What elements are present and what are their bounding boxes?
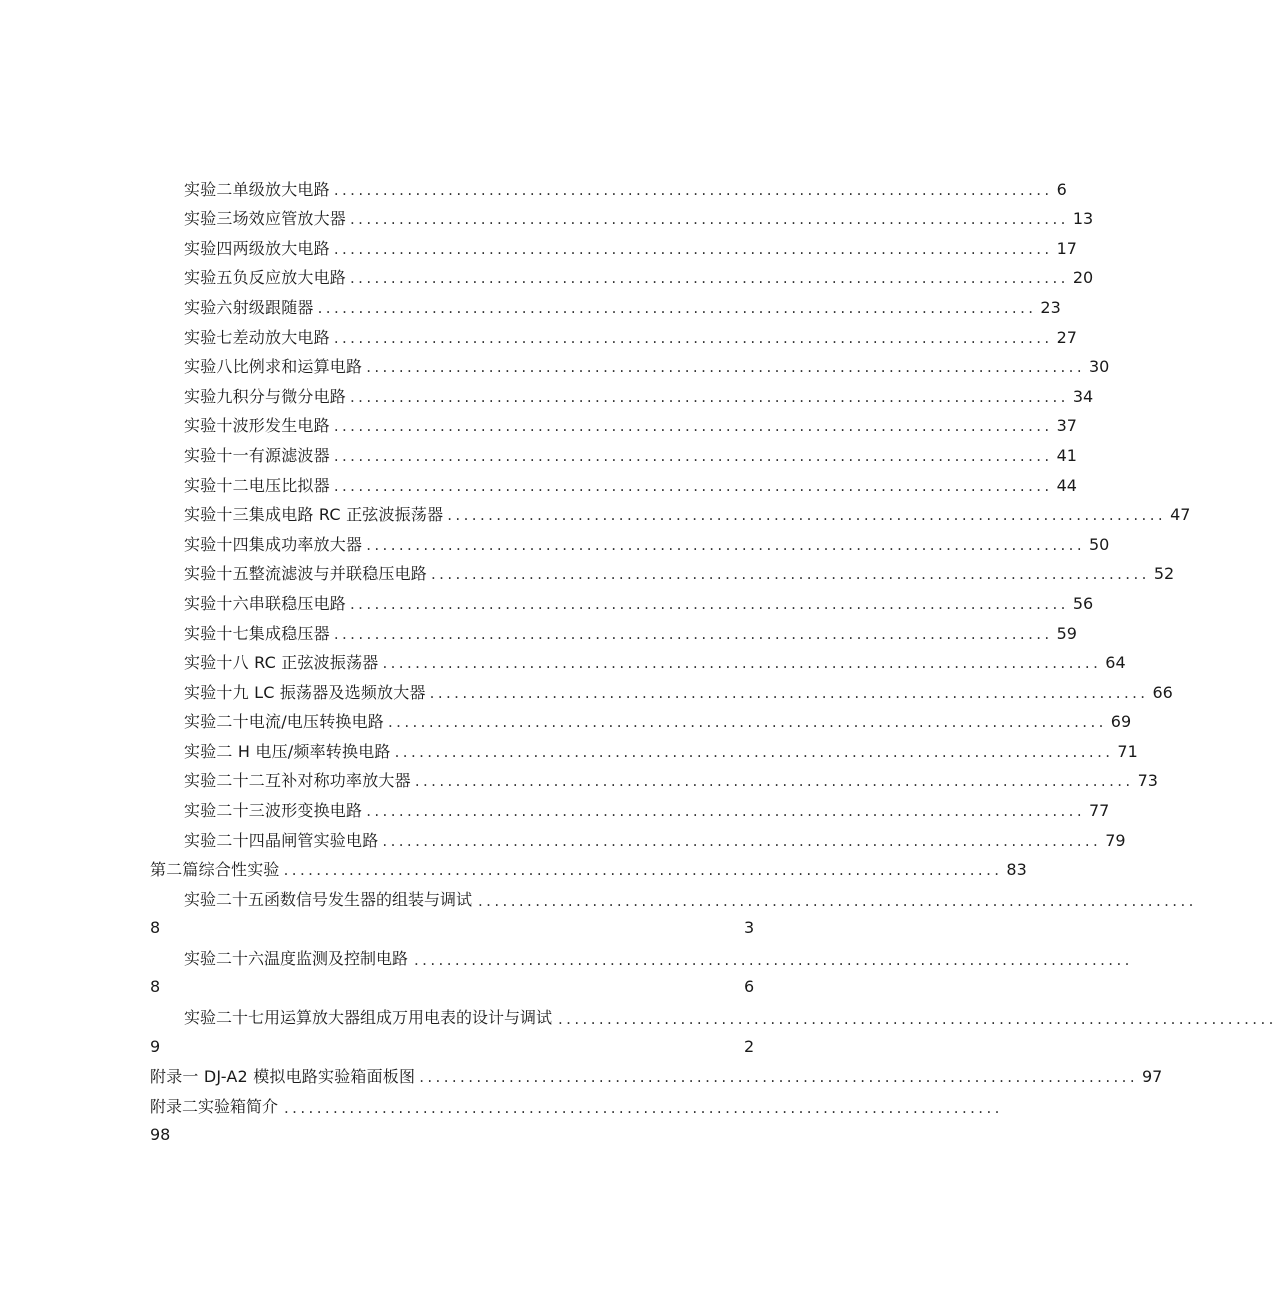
toc-entry[interactable]: [0, 762, 1158, 792]
toc-entry-title: 实验四两级放大电路: [184, 238, 330, 258]
dot-leader: ........................................................................................: [429, 683, 1149, 702]
toc-entry[interactable]: [0, 673, 1173, 703]
toc-entry[interactable]: [0, 407, 1077, 437]
dot-leader: ........................................................................................: [333, 328, 1053, 347]
toc-entry-wrapped[interactable]: [0, 999, 1277, 1058]
toc-entry-title: 实验五负反应放大电路: [184, 268, 347, 288]
toc-appendix-title: 附录二实验箱简介: [150, 1097, 279, 1116]
toc-entry-title: 实验十七集成稳压器: [184, 623, 330, 643]
toc-entry[interactable]: [0, 555, 1175, 585]
toc-entry-title: 实验二单级放大电路: [184, 179, 330, 199]
toc-entry-page: 47: [1170, 505, 1191, 525]
dot-leader: ........................................................................................: [333, 476, 1053, 495]
dot-leader: ........................................................................................: [366, 535, 1085, 554]
toc-entry-page: 79: [1105, 830, 1126, 850]
toc-entry-page: 6: [1056, 179, 1067, 199]
toc-appendix-entry[interactable]: [0, 1058, 1163, 1088]
toc-entry-page: 50: [1089, 534, 1110, 554]
dot-leader: ........................................................................................: [333, 239, 1053, 258]
dot-leader: ........................................................................................: [394, 742, 1114, 761]
toc-entry-page: 64: [1105, 653, 1126, 673]
toc-appendix-entry-wrapped[interactable]: [0, 1087, 1003, 1146]
toc-appendix-page: 98: [150, 1125, 171, 1145]
dot-leader: ........................................................................................: [366, 802, 1085, 821]
toc-entry[interactable]: [0, 791, 1110, 821]
dot-leader: ........................................................................................: [333, 417, 1053, 436]
toc-entry-title: 实验二十六温度监测及控制电路: [184, 949, 409, 969]
toc-entry-title: 实验二十电流/电压转换电路: [184, 712, 384, 732]
toc-entry-title: 实验二十四晶闸管实验电路: [184, 830, 379, 850]
toc-entry-page: 56: [1072, 593, 1094, 613]
toc-entry-title: 实验十二电压比拟器: [184, 475, 330, 495]
dot-leader: ........................................................................................: [366, 358, 1085, 377]
toc-entry-page: 20: [1072, 268, 1094, 288]
toc-entry[interactable]: [0, 525, 1110, 555]
dot-leader: ........................................................................................: [333, 446, 1053, 465]
dot-leader: ........................................................................................: [284, 1099, 1003, 1117]
toc-entry[interactable]: [0, 466, 1077, 496]
toc-entry-page: 23: [1040, 297, 1061, 317]
toc-entry-page-part: 8: [150, 977, 161, 997]
toc-entry-title: 实验二十三波形变换电路: [184, 801, 363, 821]
dot-leader: ........................................................................................: [388, 713, 1107, 732]
toc-entry-title: 实验二 H 电压/频率转换电路: [184, 741, 391, 761]
toc-appendix-page: 97: [1142, 1067, 1163, 1087]
toc-entry-title: 实验十四集成功率放大器: [184, 534, 363, 554]
toc-entry-title: 实验二十七用运算放大器组成万用电表的设计与调试: [184, 1008, 553, 1028]
dot-leader: ........................................................................................: [447, 506, 1167, 525]
toc-entry-page-part: 3: [744, 918, 755, 938]
toc-entry-page: 77: [1089, 801, 1110, 821]
toc-entry[interactable]: [0, 170, 1067, 200]
dot-leader: ........................................................................................: [382, 654, 1102, 673]
toc-part-entry[interactable]: [0, 851, 1027, 881]
dot-leader: ........................................................................................: [414, 951, 1133, 970]
dot-leader: ........................................................................................: [350, 594, 1069, 613]
toc-entry-page: 27: [1056, 327, 1077, 347]
toc-entry-wrapped[interactable]: [0, 880, 1197, 939]
toc-entry-page: 34: [1072, 386, 1094, 406]
toc-entry[interactable]: [0, 288, 1061, 318]
toc-entry[interactable]: [0, 229, 1077, 259]
dot-leader: ........................................................................................: [317, 298, 1037, 317]
toc-part-title: 第二篇综合性实验: [150, 860, 280, 880]
toc-entry-page: 59: [1056, 623, 1077, 643]
toc-entry[interactable]: [0, 821, 1126, 851]
toc-entry-page-part: 6: [744, 977, 755, 997]
toc-entry[interactable]: [0, 732, 1138, 762]
toc-entry-page: 41: [1056, 445, 1077, 465]
dot-leader: ........................................................................................: [283, 861, 1003, 880]
toc-entry-title: 实验十八 RC 正弦波振荡器: [184, 653, 379, 673]
toc-entry-page: 17: [1056, 238, 1077, 258]
toc-entry[interactable]: [0, 644, 1126, 674]
dot-leader: ........................................................................................: [333, 180, 1053, 199]
toc-entry-title: 实验二十五函数信号发生器的组装与调试: [184, 889, 473, 909]
toc-entry-wrapped[interactable]: [0, 939, 1133, 998]
toc-entry-page: 71: [1117, 741, 1138, 761]
dot-leader: ........................................................................................: [478, 891, 1197, 910]
toc-entry-page-part: 9: [150, 1036, 161, 1056]
toc-entry-title: 实验十九 LC 振荡器及选频放大器: [184, 682, 426, 702]
toc-entry-page: 30: [1089, 357, 1110, 377]
toc-entry-page: 69: [1110, 712, 1132, 732]
dot-leader: ........................................................................................: [382, 831, 1102, 850]
toc-appendix-title: 附录一 DJ-A2 模拟电路实验箱面板图: [150, 1067, 416, 1087]
dot-leader: ........................................................................................: [350, 269, 1069, 288]
toc-entry-title: 实验十三集成电路 RC 正弦波振荡器: [184, 505, 444, 525]
toc-entry[interactable]: [0, 584, 1094, 614]
dot-leader: ........................................................................................: [333, 624, 1053, 643]
toc-part-page: 83: [1006, 860, 1027, 880]
dot-leader: ........................................................................................: [350, 387, 1069, 406]
toc-entry-title: 实验七差动放大电路: [184, 327, 330, 347]
toc-entry-page: 44: [1056, 475, 1077, 495]
toc-entry[interactable]: [0, 496, 1191, 526]
toc-entry-page: 52: [1153, 564, 1175, 584]
dot-leader: ........................................................................................: [414, 772, 1134, 791]
table-of-contents: [0, 170, 1277, 1147]
dot-leader: ........................................................................................: [419, 1068, 1138, 1087]
toc-entry[interactable]: [0, 200, 1094, 230]
toc-entry[interactable]: [0, 318, 1077, 348]
toc-entry-page: 66: [1152, 682, 1173, 702]
toc-entry-title: 实验十一有源滤波器: [184, 445, 330, 465]
toc-entry[interactable]: [0, 614, 1077, 644]
toc-entry[interactable]: [0, 703, 1132, 733]
toc-entry[interactable]: [0, 348, 1110, 378]
toc-entry-page: 13: [1072, 209, 1094, 229]
dot-leader: ........................................................................................: [431, 565, 1150, 584]
toc-entry-title: 实验六射级跟随器: [184, 297, 314, 317]
toc-entry[interactable]: [0, 259, 1094, 289]
toc-entry-title: 实验八比例求和运算电路: [184, 357, 363, 377]
toc-entry-title: 实验十波形发生电路: [184, 416, 330, 436]
dot-leader: ........................................................................................: [558, 1010, 1277, 1029]
toc-entry-page-part: 2: [744, 1036, 755, 1056]
toc-entry-title: 实验十六串联稳压电路: [184, 593, 347, 613]
toc-entry-title: 实验九积分与微分电路: [184, 386, 347, 406]
toc-entry-title: 实验二十二互补对称功率放大器: [184, 771, 411, 791]
dot-leader: ........................................................................................: [350, 210, 1069, 229]
toc-entry-page: 37: [1056, 416, 1077, 436]
toc-entry-title: 实验十五整流滤波与并联稳压电路: [184, 564, 428, 584]
toc-entry[interactable]: [0, 436, 1077, 466]
toc-entry-page-part: 8: [150, 918, 161, 938]
toc-entry-page: 73: [1137, 771, 1158, 791]
toc-entry-title: 实验三场效应管放大器: [184, 209, 347, 229]
toc-entry[interactable]: [0, 377, 1094, 407]
